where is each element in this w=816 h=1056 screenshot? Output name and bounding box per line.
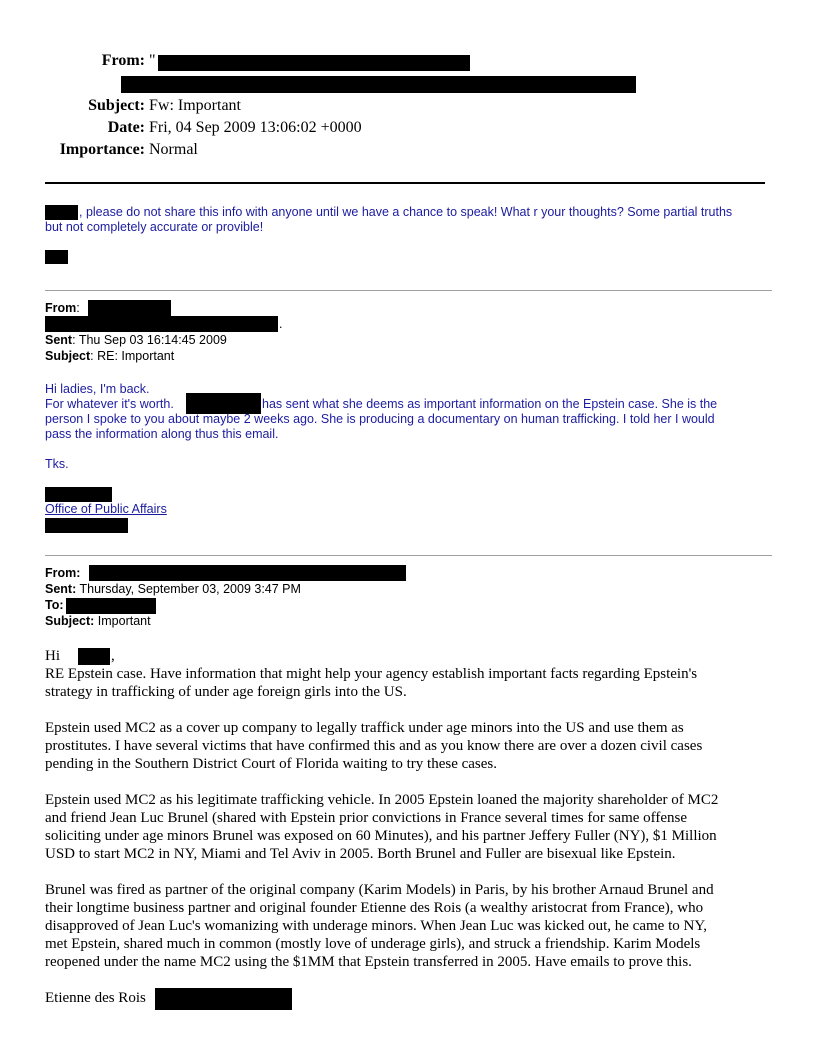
body-line: person I spoke to you about maybe 2 weeks ago. She is producing a documentary on human trafficking. I told her I would — [45, 412, 715, 426]
body-line: prostitutes. I have several victims that have confirmed this and as you know there are over a dozen civil cases — [45, 738, 703, 754]
subject-value: : RE: Important — [90, 349, 175, 363]
header-from — [5, 52, 156, 70]
date-value: Fri, 04 Sep 2009 13:06:02 +0000 — [149, 119, 362, 136]
redaction — [121, 76, 636, 93]
fwd2-from — [45, 566, 80, 580]
date-label: Date: — [107, 119, 145, 136]
subject-label: Subject: — [45, 614, 95, 628]
fwd1-sent — [45, 333, 227, 347]
greeting: Hi — [45, 648, 60, 664]
importance-value: Normal — [149, 141, 198, 158]
body-line: Hi ladies, I'm back. — [45, 382, 150, 396]
divider — [45, 290, 772, 291]
body-line: met Epstein, shared much in common (mostly love of underage girls), and struck a friendship. Karim Models — [45, 936, 701, 952]
redaction — [45, 487, 112, 502]
from-label: From — [45, 301, 77, 315]
redaction — [45, 316, 278, 332]
divider — [45, 555, 772, 556]
redaction — [45, 250, 68, 264]
subject-value: Fw: Important — [149, 97, 241, 114]
body-line: RE Epstein case. Have information that might help your agency establish important facts regarding Epstein's — [45, 666, 698, 682]
body-line: soliciting under age minors Brunel was exposed on 60 Minutes), and his partner Jeffery Fuller (NY), $1 Million — [45, 828, 717, 844]
body-line: USD to start MC2 in NY, Miami and Tel Aviv in 2005. Borth Brunel and Fuller are bisexual like Epstein. — [45, 846, 676, 862]
colon: : — [76, 301, 80, 315]
fwd1-subject — [45, 349, 174, 363]
fwd2-to — [45, 598, 64, 612]
subject-label: Subject: — [88, 97, 145, 114]
body-line: pending in the Southern District Court of Florida waiting to try these cases. — [45, 756, 498, 772]
body-line: and friend Jean Luc Brunel (shared with Epstein prior convictions in France several times for same offense — [45, 810, 688, 826]
office-link[interactable] — [45, 502, 167, 516]
message-line: but not completely accurate or provible! — [45, 220, 264, 234]
redaction — [88, 300, 171, 316]
sent-label: Sent — [45, 333, 73, 347]
redaction — [155, 988, 292, 1010]
body-line: has sent what she deems as important information on the Epstein case. She is the — [262, 397, 718, 411]
fwd2-sent — [45, 582, 301, 596]
header-subject — [5, 97, 241, 115]
sent-value: : Thu Sep 03 16:14:45 2009 — [72, 333, 227, 347]
body-line: Brunel was fired as partner of the original company (Karim Models) in Paris, by his brother Arnaud Brunel and — [45, 882, 714, 898]
body-line: disapproved of Jean Luc's womanizing with underage minors. When Jean Luc was kicked out, he came to NY, — [45, 918, 707, 934]
from-label: From: — [45, 566, 81, 580]
thanks: Tks. — [45, 457, 69, 471]
subject-value: Important — [94, 614, 151, 628]
header-importance — [5, 141, 198, 159]
from-label: From: — [101, 52, 145, 69]
header-divider — [45, 182, 765, 184]
redaction — [89, 565, 406, 581]
period: . — [279, 317, 283, 331]
body-line: Epstein used MC2 as his legitimate trafficking vehicle. In 2005 Epstein loaned the majority shareholder of MC2 — [45, 792, 719, 808]
redaction — [45, 205, 78, 220]
redaction — [78, 648, 110, 665]
importance-label: Importance: — [59, 141, 145, 158]
body-line: pass the information along thus this email. — [45, 427, 279, 441]
redaction — [45, 518, 128, 533]
redaction — [66, 598, 156, 614]
subject-label: Subject — [45, 349, 91, 363]
sent-label: Sent: — [45, 582, 77, 596]
body-line: For whatever it's worth. — [45, 397, 174, 411]
redaction — [186, 393, 261, 414]
body-line: their longtime business partner and original founder Etienne des Rois (a wealthy aristocrat from France), who — [45, 900, 704, 916]
sent-value: Thursday, September 03, 2009 3:47 PM — [76, 582, 301, 596]
header-date — [5, 119, 362, 137]
body-line: strategy in trafficking of under age foreign girls into the US. — [45, 684, 407, 700]
redaction — [158, 55, 470, 71]
fwd1-from — [45, 301, 80, 315]
comma: , — [111, 648, 115, 664]
signoff: Etienne des Rois — [45, 990, 146, 1006]
from-value: " — [149, 52, 156, 69]
message-line: , please do not share this info with anyone until we have a chance to speak! What r your thoughts? Some partial truths — [79, 205, 733, 219]
body-line: reopened under the name MC2 using the $1MM that Epstein transferred in 2005. Have emails to prove this. — [45, 954, 692, 970]
body-line: Epstein used MC2 as a cover up company to legally traffick under age minors into the US and use them as — [45, 720, 684, 736]
to-label: To: — [45, 598, 64, 612]
fwd2-subject — [45, 614, 151, 628]
office-label: Office of Public Affairs — [45, 502, 167, 516]
